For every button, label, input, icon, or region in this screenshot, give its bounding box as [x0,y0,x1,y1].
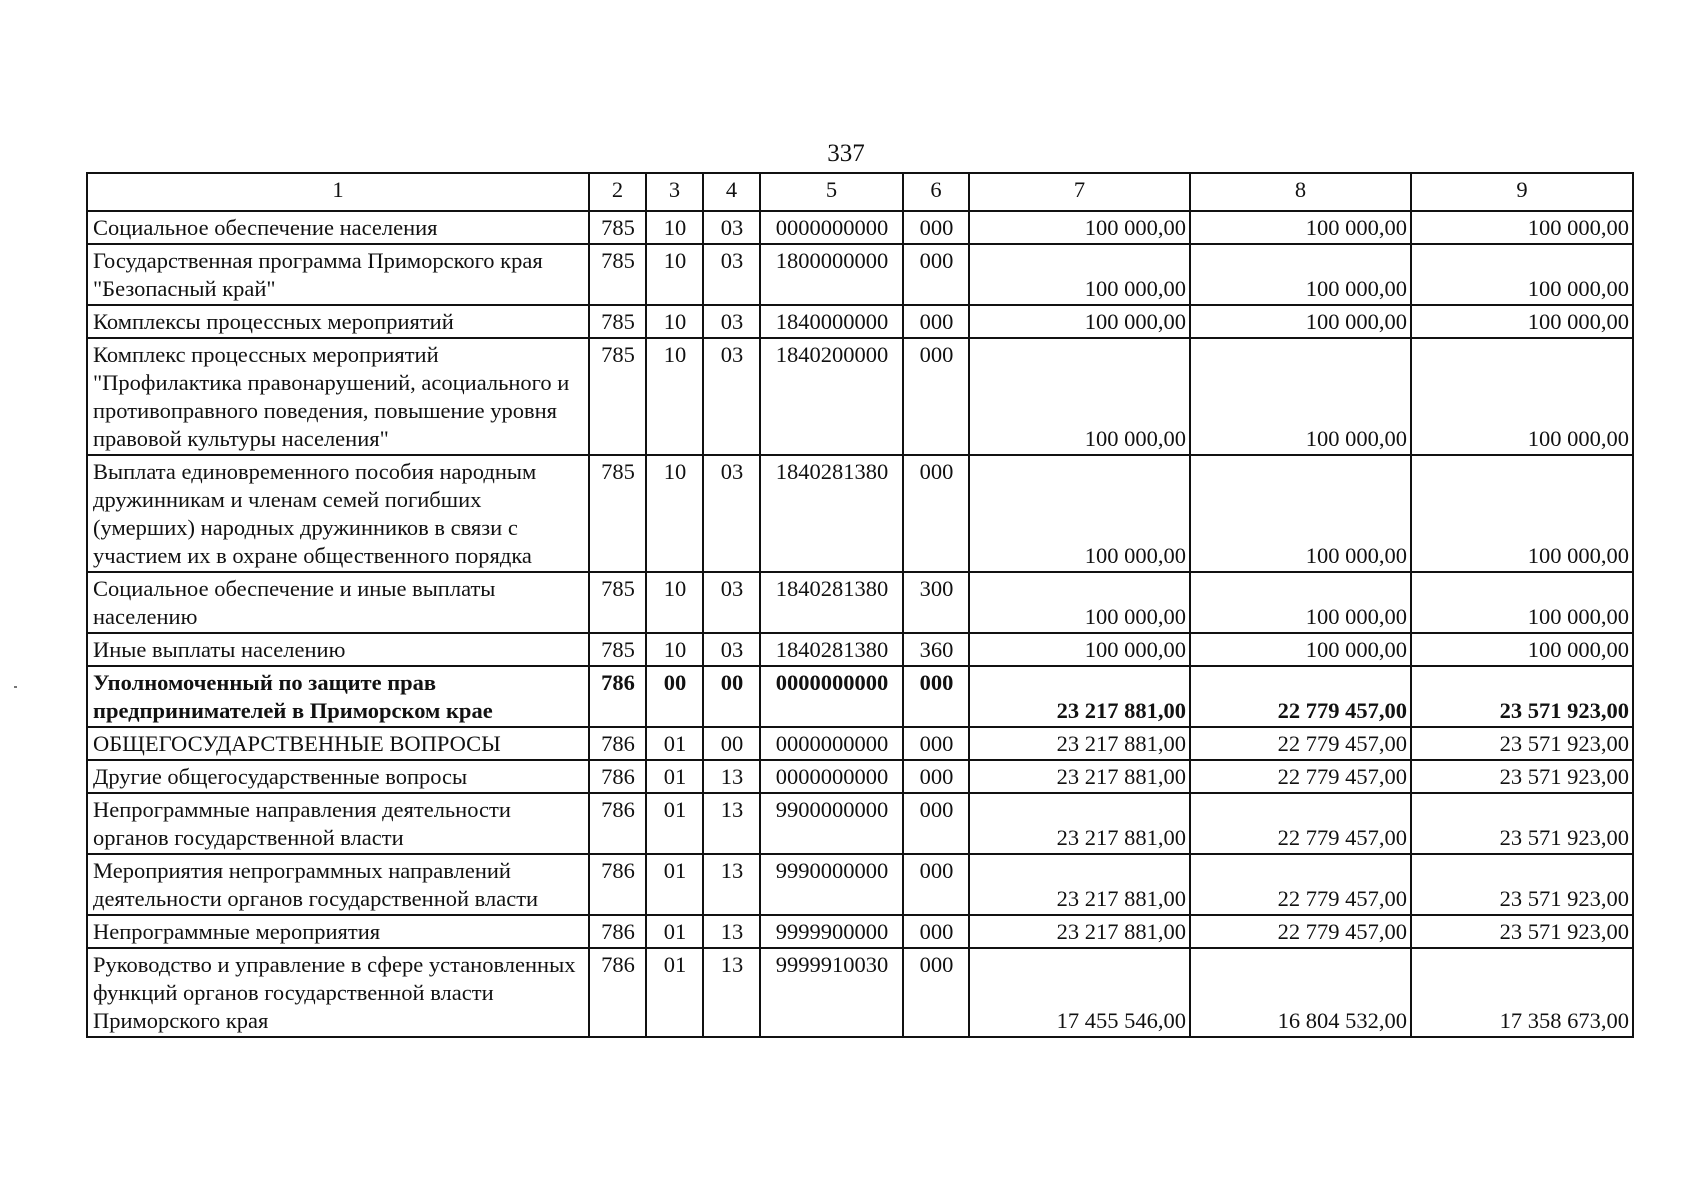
code-cell-6: 000 [903,211,969,244]
amount-cell-8: 22 779 457,00 [1190,666,1411,727]
column-header: 3 [646,173,703,211]
code-cell-5: 1840281380 [760,633,903,666]
table-row [87,854,1633,915]
table-row [87,455,1633,572]
amount-cell-9: 100 000,00 [1411,211,1633,244]
code-cell-6: 000 [903,338,969,455]
code-cell-6: 000 [903,455,969,572]
amount-cell-8: 22 779 457,00 [1190,793,1411,854]
amount-cell-8: 100 000,00 [1190,338,1411,455]
amount-cell-7: 100 000,00 [969,244,1190,305]
code-cell-5: 0000000000 [760,727,903,760]
row-name-cell: Непрограммные направления деятельности органов государственной власти [87,793,589,854]
amount-cell-9: 23 571 923,00 [1411,727,1633,760]
code-cell-2: 785 [589,338,646,455]
code-cell-3: 01 [646,854,703,915]
column-header: 4 [703,173,760,211]
code-cell-4: 13 [703,760,760,793]
column-header: 8 [1190,173,1411,211]
code-cell-2: 786 [589,915,646,948]
amount-cell-7: 23 217 881,00 [969,915,1190,948]
code-cell-3: 10 [646,211,703,244]
row-name-cell: Иные выплаты населению [87,633,589,666]
code-cell-2: 786 [589,854,646,915]
table-row [87,305,1633,338]
code-cell-2: 786 [589,727,646,760]
amount-cell-8: 100 000,00 [1190,305,1411,338]
code-cell-6: 000 [903,666,969,727]
amount-cell-7: 23 217 881,00 [969,666,1190,727]
row-name-cell: Комплексы процессных мероприятий [87,305,589,338]
code-cell-5: 9900000000 [760,793,903,854]
amount-cell-9: 23 571 923,00 [1411,760,1633,793]
table-row [87,666,1633,727]
table-row [87,572,1633,633]
code-cell-6: 000 [903,727,969,760]
amount-cell-9: 100 000,00 [1411,244,1633,305]
column-header: 1 [87,173,589,211]
code-cell-4: 00 [703,666,760,727]
amount-cell-8: 22 779 457,00 [1190,727,1411,760]
code-cell-2: 785 [589,633,646,666]
code-cell-4: 13 [703,915,760,948]
code-cell-6: 300 [903,572,969,633]
amount-cell-7: 100 000,00 [969,305,1190,338]
code-cell-6: 000 [903,244,969,305]
code-cell-4: 03 [703,455,760,572]
amount-cell-7: 23 217 881,00 [969,760,1190,793]
budget-table [86,172,1634,1038]
row-name-cell: Другие общегосударственные вопросы [87,760,589,793]
code-cell-6: 000 [903,305,969,338]
code-cell-6: 000 [903,760,969,793]
code-cell-5: 1840281380 [760,572,903,633]
code-cell-5: 0000000000 [760,760,903,793]
row-name-cell: Мероприятия непрограммных направлений деятельности органов государственной власти [87,854,589,915]
code-cell-5: 9999910030 [760,948,903,1037]
code-cell-3: 10 [646,633,703,666]
code-cell-6: 000 [903,915,969,948]
table-row [87,244,1633,305]
amount-cell-9: 100 000,00 [1411,455,1633,572]
code-cell-4: 03 [703,211,760,244]
amount-cell-8: 16 804 532,00 [1190,948,1411,1037]
row-name-cell: Социальное обеспечение и иные выплаты населению [87,572,589,633]
amount-cell-7: 100 000,00 [969,572,1190,633]
code-cell-4: 13 [703,793,760,854]
table-row [87,915,1633,948]
column-header: 5 [760,173,903,211]
code-cell-6: 000 [903,854,969,915]
amount-cell-9: 23 571 923,00 [1411,915,1633,948]
row-name-cell: Государственная программа Приморского края "Безопасный край" [87,244,589,305]
amount-cell-7: 100 000,00 [969,338,1190,455]
code-cell-3: 01 [646,915,703,948]
row-name-cell: Комплекс процессных мероприятий "Профилактика правонарушений, асоциального и противоправного поведения, повышение уровня правовой культуры населения" [87,338,589,455]
row-name-cell: Выплата единовременного пособия народным дружинникам и членам семей погибших (умерших) народных дружинников в связи с участием их в охране общественного порядка [87,455,589,572]
row-name-cell: Уполномоченный по защите прав предпринимателей в Приморском крае [87,666,589,727]
code-cell-2: 785 [589,455,646,572]
code-cell-4: 00 [703,727,760,760]
row-name-cell: Социальное обеспечение населения [87,211,589,244]
amount-cell-7: 23 217 881,00 [969,854,1190,915]
amount-cell-7: 23 217 881,00 [969,793,1190,854]
table-row [87,211,1633,244]
amount-cell-8: 100 000,00 [1190,633,1411,666]
amount-cell-9: 23 571 923,00 [1411,793,1633,854]
amount-cell-9: 100 000,00 [1411,572,1633,633]
code-cell-4: 13 [703,948,760,1037]
code-cell-3: 10 [646,244,703,305]
code-cell-2: 786 [589,666,646,727]
code-cell-5: 1840200000 [760,338,903,455]
column-header: 9 [1411,173,1633,211]
row-name-cell: Непрограммные мероприятия [87,915,589,948]
code-cell-5: 1840000000 [760,305,903,338]
amount-cell-7: 100 000,00 [969,211,1190,244]
amount-cell-9: 17 358 673,00 [1411,948,1633,1037]
code-cell-3: 10 [646,455,703,572]
code-cell-2: 786 [589,948,646,1037]
code-cell-4: 03 [703,305,760,338]
code-cell-5: 0000000000 [760,666,903,727]
code-cell-3: 10 [646,338,703,455]
row-name-cell: Руководство и управление в сфере установленных функций органов государственной власти Приморского края [87,948,589,1037]
code-cell-4: 03 [703,244,760,305]
table-row [87,338,1633,455]
amount-cell-7: 23 217 881,00 [969,727,1190,760]
code-cell-6: 360 [903,633,969,666]
column-number-header [87,173,1633,211]
table-row [87,727,1633,760]
code-cell-2: 786 [589,793,646,854]
code-cell-3: 01 [646,727,703,760]
code-cell-2: 785 [589,211,646,244]
code-cell-6: 000 [903,793,969,854]
amount-cell-7: 100 000,00 [969,455,1190,572]
code-cell-5: 1840281380 [760,455,903,572]
code-cell-5: 1800000000 [760,244,903,305]
code-cell-5: 0000000000 [760,211,903,244]
amount-cell-9: 100 000,00 [1411,633,1633,666]
page-number: 337 [827,140,865,167]
amount-cell-9: 23 571 923,00 [1411,854,1633,915]
table-row [87,948,1633,1037]
row-name-cell: ОБЩЕГОСУДАРСТВЕННЫЕ ВОПРОСЫ [87,727,589,760]
amount-cell-7: 17 455 546,00 [969,948,1190,1037]
code-cell-3: 01 [646,760,703,793]
amount-cell-8: 22 779 457,00 [1190,915,1411,948]
amount-cell-8: 100 000,00 [1190,455,1411,572]
column-header: 2 [589,173,646,211]
code-cell-2: 785 [589,572,646,633]
column-header: 7 [969,173,1190,211]
amount-cell-8: 100 000,00 [1190,572,1411,633]
code-cell-6: 000 [903,948,969,1037]
code-cell-2: 785 [589,305,646,338]
amount-cell-9: 100 000,00 [1411,338,1633,455]
code-cell-3: 10 [646,305,703,338]
scan-artifact [14,686,17,688]
column-header: 6 [903,173,969,211]
amount-cell-8: 22 779 457,00 [1190,760,1411,793]
amount-cell-8: 22 779 457,00 [1190,854,1411,915]
code-cell-2: 785 [589,244,646,305]
code-cell-4: 03 [703,572,760,633]
table-row [87,633,1633,666]
code-cell-3: 01 [646,793,703,854]
table-row [87,760,1633,793]
amount-cell-8: 100 000,00 [1190,244,1411,305]
amount-cell-7: 100 000,00 [969,633,1190,666]
code-cell-4: 03 [703,338,760,455]
amount-cell-9: 100 000,00 [1411,305,1633,338]
amount-cell-9: 23 571 923,00 [1411,666,1633,727]
code-cell-3: 01 [646,948,703,1037]
code-cell-3: 10 [646,572,703,633]
amount-cell-8: 100 000,00 [1190,211,1411,244]
code-cell-4: 13 [703,854,760,915]
code-cell-3: 00 [646,666,703,727]
table-row [87,793,1633,854]
code-cell-4: 03 [703,633,760,666]
code-cell-5: 9999900000 [760,915,903,948]
code-cell-2: 786 [589,760,646,793]
code-cell-5: 9990000000 [760,854,903,915]
